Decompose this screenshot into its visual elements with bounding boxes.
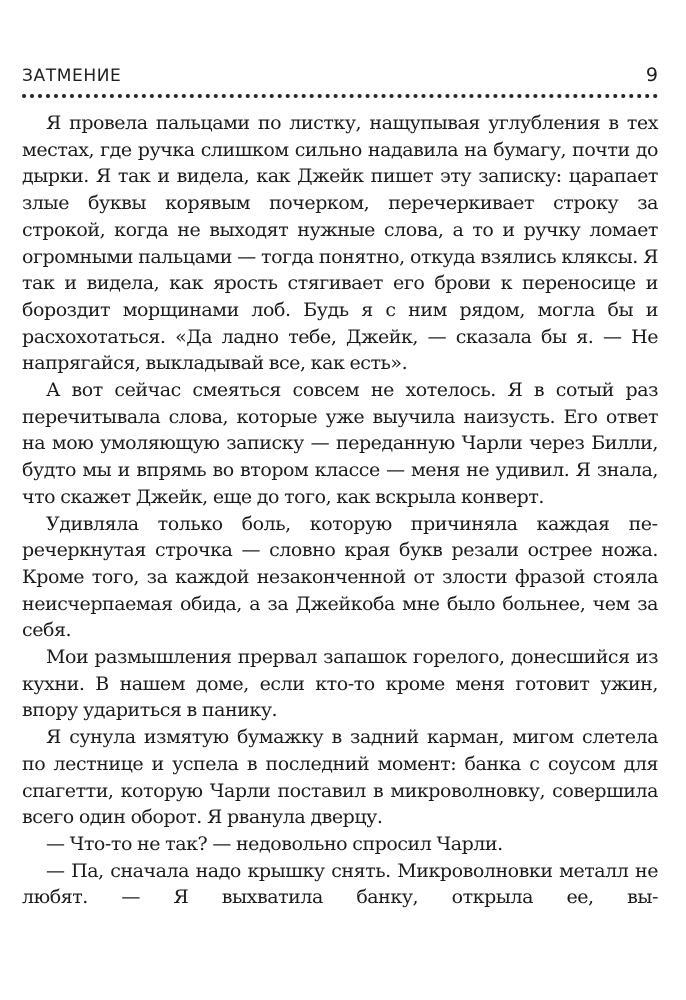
paragraph: А вот сейчас смеяться совсем не хотелось. Я в сотый раз перечитывала слова, которые уже выучила наизусть. Его ответ на мою умоляющую записку — переданную Чарли через Билли, будто мы и впрямь во втором классе — меня не удивил. Я знала, что скажет Джейк, еще до того, как вскрыла конверт.	[22, 379, 658, 508]
paragraph: Я провела пальцами по листку, нащупывая углубления в тех местах, где ручка слишком сильно надавила на бумагу, почти до дырки. Я так и видела, как Джейк пишет эту записку: царапает злые буквы корявым почерком, перечеркивает строку за строкой, когда не выходят нужные слова, а то и ручку ломает огромными пальцами — тогда понятно, откуда взялись кляксы. Я так и видела, как ярость стягивает его брови к переносице и бороздит морщинами лоб. Будь я с ним рядом, могла бы и расхохотаться. «Да ладно тебе, Джейк, — сказала бы я. — Не напрягайся, выкладывай все, как есть».	[22, 112, 658, 375]
dialogue-line: — Па, сначала надо крышку снять. Микроволновки металл не любят. — Я выхватила банку, открыла ее, вы-	[22, 859, 658, 909]
page-body	[22, 110, 658, 911]
header-dotted-rule	[22, 94, 658, 98]
running-header	[22, 62, 658, 92]
page-number: 9	[645, 64, 658, 86]
paragraph: Мои размышления прервал запашок горелого, донесшийся из кухни. В нашем доме, если кто-то кроме меня готовит ужин, впору удариться в панику.	[22, 646, 658, 722]
dialogue-line: — Что-то не так? — недовольно спросил Чарли.	[46, 832, 503, 855]
running-title: ЗАТМЕНИЕ	[22, 66, 122, 86]
paragraph: Удивляла только боль, которую причиняла каждая перечеркнутая строчка — словно края букв резали острее ножа. Кроме того, за каждой незаконченной от злости фразой стояла неисчерпаемая обида, а за Джейкоба мне было больнее, чем за себя.	[22, 512, 658, 642]
paragraph: Я сунула измятую бумажку в задний карман, мигом слетела по лестнице и успела в последний момент: банка с соусом для спагетти, которую Чарли поставил в микроволновку, совершила всего один оборот. Я рванула дверцу.	[22, 726, 658, 829]
